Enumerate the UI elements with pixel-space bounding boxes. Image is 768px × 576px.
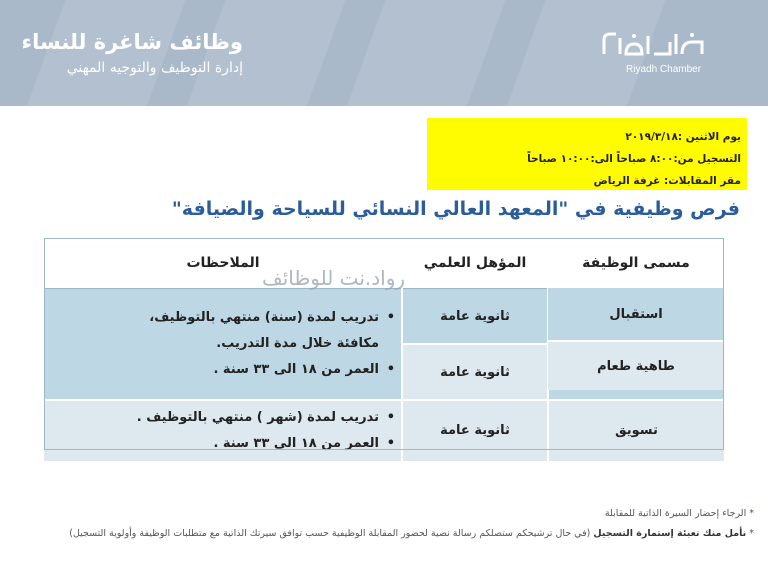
logo-mark-icon	[598, 28, 710, 60]
riyadh-chamber-logo	[598, 28, 710, 78]
qualification-cell: ثانوية عامة	[402, 289, 548, 345]
job-title-cell: استقبال	[548, 288, 724, 340]
note-item: • العمر من ١٨ الى ٣٣ سنة .	[44, 357, 379, 383]
jobs-heading: فرص وظيفية في "المعهد العالي النسائي للسياحة والضيافة"	[171, 198, 740, 220]
notes-list	[44, 405, 401, 457]
footnote-registration	[69, 524, 754, 544]
job-title-cell: طاهية طعام	[548, 340, 724, 390]
job-title-cell: تسويق	[548, 400, 724, 462]
column-header-notes: الملاحظات	[44, 238, 402, 289]
interview-venue: مقر المقابلات: غرفة الرياض	[593, 175, 741, 187]
note-item: • تدريب لمدة (سنة) منتهي بالتوظيف،	[44, 305, 379, 331]
interview-date: يوم الاثنين :٢٠١٩/٣/١٨	[625, 131, 741, 143]
table-row	[44, 400, 724, 462]
asterisk-icon: *	[746, 528, 754, 539]
qualification-cell: ثانوية عامة	[402, 344, 548, 400]
footnotes	[69, 504, 754, 544]
interview-info-box	[427, 118, 747, 190]
department-name: إدارة التوظيف والتوجيه المهني	[66, 60, 243, 76]
footnote-registration-text: (في حال ترشيحكم ستصلكم رسالة نصية لحضور المقابلة الوظيفية حسب توافق سيرتك الذاتية مع متطلبات الوظيفة وأولوية التسجيل)	[69, 528, 591, 539]
note-item: • تدريب لمدة (شهر ) منتهي بالتوظيف .	[44, 405, 379, 431]
registration-time: التسجيل من:٨:٠٠ صباحاً الى:١٠:٠٠ صباحاً	[527, 153, 741, 165]
note-item: • العمر من ١٨ الى ٣٣ سنة .	[44, 431, 379, 457]
notes-cell	[44, 289, 402, 401]
column-header-qualification: المؤهل العلمي	[402, 238, 548, 289]
header-decoration	[324, 0, 517, 106]
asterisk-icon: *	[746, 508, 754, 519]
page-title: وظائف شاغرة للنساء	[21, 30, 243, 54]
site-watermark: رواد.نت للوظائف	[262, 266, 406, 290]
footnote-cv-text: الرجاء إحضار السيرة الذاتية للمقابلة	[604, 508, 747, 519]
column-header-job-title: مسمى الوظيفة	[548, 238, 724, 289]
logo-text: Riyadh Chamber	[626, 64, 702, 75]
header-banner	[0, 0, 768, 106]
notes-cell	[44, 400, 402, 462]
footnote-cv	[69, 504, 754, 524]
qualification-cell: ثانوية عامة	[402, 400, 548, 462]
note-item: مكافئة خلال مدة التدريب.	[216, 336, 379, 351]
notes-list	[44, 305, 401, 383]
footnote-registration-bold: نأمل منك تعبئة إستمارة التسجيل	[593, 528, 747, 539]
